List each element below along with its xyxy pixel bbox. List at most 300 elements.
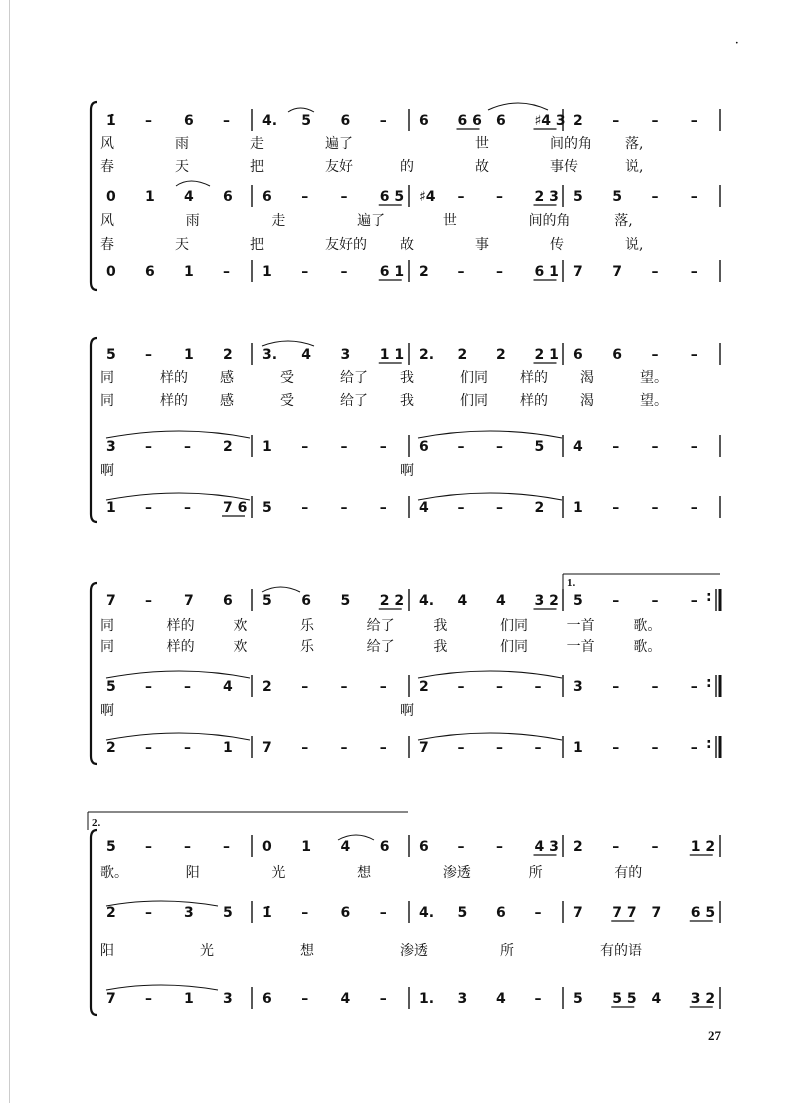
note: 1 bbox=[301, 839, 311, 855]
lyric: 乐 bbox=[300, 639, 314, 655]
note: – bbox=[534, 679, 542, 695]
note: – bbox=[184, 500, 191, 516]
lyric: 我 bbox=[433, 618, 448, 634]
slur bbox=[418, 671, 562, 678]
note: 1 bbox=[573, 740, 583, 756]
note: 5 bbox=[106, 347, 116, 363]
note: 0 bbox=[262, 839, 272, 855]
note: 1 bbox=[184, 347, 194, 363]
note: – bbox=[496, 439, 503, 455]
note: – bbox=[612, 593, 620, 609]
lyric: 给了 bbox=[340, 370, 368, 386]
slur bbox=[106, 671, 250, 678]
note: 6 bbox=[340, 113, 351, 129]
note: 5 bbox=[223, 905, 233, 921]
lyric: 渗透 bbox=[400, 943, 428, 959]
slur bbox=[418, 733, 562, 740]
note: 4 bbox=[496, 593, 506, 609]
note: – bbox=[145, 500, 152, 516]
slur bbox=[262, 587, 300, 592]
note: 3. bbox=[262, 347, 278, 363]
lyric: 们同 bbox=[500, 639, 528, 655]
note: – bbox=[690, 264, 698, 280]
note: 6 bbox=[496, 113, 506, 129]
lyric: 风 bbox=[100, 213, 114, 229]
slur bbox=[418, 431, 562, 438]
note: 2 bbox=[106, 905, 116, 921]
lyric: 啊 bbox=[400, 463, 414, 479]
note: 7 bbox=[262, 740, 272, 756]
note: 4 bbox=[340, 839, 351, 855]
note: – bbox=[301, 991, 309, 1007]
note: 2 bbox=[419, 679, 429, 695]
lyric: 歌。 bbox=[100, 865, 128, 881]
note: 4. bbox=[419, 593, 435, 609]
note: 2 bbox=[573, 113, 583, 129]
lyric: 春 bbox=[100, 237, 114, 253]
note: 3 bbox=[223, 991, 233, 1007]
note: 4 bbox=[340, 991, 351, 1007]
note: – bbox=[651, 347, 659, 363]
lyric: 天 bbox=[175, 159, 189, 175]
lyric: 说, bbox=[625, 159, 644, 175]
slur bbox=[106, 493, 250, 500]
system-bracket bbox=[91, 583, 97, 764]
note: 5 bbox=[301, 113, 311, 129]
slur bbox=[106, 985, 218, 990]
lyric: 友好 bbox=[325, 159, 353, 175]
note: 5 bbox=[573, 991, 583, 1007]
note: 6 bbox=[612, 347, 622, 363]
note: 2. bbox=[419, 347, 435, 363]
slur bbox=[176, 181, 210, 186]
note: – bbox=[145, 593, 152, 609]
note: 3 2 bbox=[690, 991, 716, 1007]
note: – bbox=[145, 991, 152, 1007]
note: – bbox=[496, 500, 503, 516]
note: – bbox=[457, 740, 465, 756]
note: – bbox=[651, 189, 659, 205]
note: 6 bbox=[145, 264, 155, 280]
note: – bbox=[651, 264, 659, 280]
note: – bbox=[651, 113, 659, 129]
lyric: 受 bbox=[280, 370, 294, 386]
lyric: 样的 bbox=[166, 618, 195, 634]
lyric: 有的 bbox=[614, 865, 643, 881]
lyric: 事传 bbox=[550, 159, 578, 175]
lyric: 风 bbox=[100, 136, 114, 152]
note: 4 bbox=[223, 679, 233, 695]
note: – bbox=[145, 439, 152, 455]
lyric: 我 bbox=[400, 393, 414, 409]
note: – bbox=[340, 500, 348, 516]
note: 6 5 bbox=[690, 905, 716, 921]
note: – bbox=[612, 839, 620, 855]
lyric: 阳 bbox=[100, 943, 114, 959]
note: 5 bbox=[340, 593, 351, 609]
note: 7 bbox=[106, 991, 116, 1007]
note: – bbox=[301, 189, 309, 205]
lyric: 渗透 bbox=[442, 865, 471, 881]
note: – bbox=[223, 839, 230, 855]
note: 6 6 bbox=[457, 113, 482, 129]
note: 6 bbox=[573, 347, 583, 363]
note: 4 3 bbox=[534, 839, 559, 855]
note: 6 bbox=[223, 189, 233, 205]
note: ♯4 bbox=[419, 189, 436, 205]
lyric: 一首 bbox=[566, 639, 595, 655]
note: – bbox=[223, 113, 230, 129]
note: – bbox=[612, 740, 620, 756]
system-bracket bbox=[91, 830, 97, 1015]
note: 6 1 bbox=[379, 264, 405, 280]
note: 1 bbox=[184, 991, 194, 1007]
lyric: 们同 bbox=[500, 618, 528, 634]
note: 6 bbox=[419, 839, 429, 855]
note: 6 1 bbox=[534, 264, 559, 280]
lyric: 给了 bbox=[366, 639, 395, 655]
note: 5 bbox=[262, 500, 272, 516]
note: – bbox=[379, 500, 387, 516]
note: 6 bbox=[262, 991, 272, 1007]
lyric: 同 bbox=[100, 618, 114, 634]
lyric: 我 bbox=[433, 639, 448, 655]
note: 2 1 bbox=[534, 347, 559, 363]
note: 7 bbox=[651, 905, 662, 921]
lyric: 们同 bbox=[460, 370, 488, 386]
lyric: 同 bbox=[100, 370, 114, 386]
note: – bbox=[534, 991, 542, 1007]
lyric: 落, bbox=[625, 136, 644, 152]
note: – bbox=[496, 679, 503, 695]
note: 5 5 bbox=[612, 991, 637, 1007]
slur bbox=[288, 108, 314, 112]
lyric: 感 bbox=[220, 370, 234, 386]
note: 6 bbox=[379, 839, 390, 855]
lyric: 有的语 bbox=[600, 943, 642, 959]
note: 7 bbox=[573, 264, 583, 280]
note: 7 bbox=[612, 264, 622, 280]
note: 4 bbox=[573, 439, 583, 455]
lyric: 渴 bbox=[580, 393, 594, 409]
page-number: 27 bbox=[708, 1028, 721, 1043]
note: – bbox=[184, 839, 191, 855]
note: – bbox=[301, 679, 309, 695]
note: – bbox=[612, 500, 620, 516]
note: – bbox=[534, 740, 542, 756]
note: 2 bbox=[496, 347, 506, 363]
note: – bbox=[651, 740, 659, 756]
note: 4. bbox=[419, 905, 435, 921]
note: 6 bbox=[419, 113, 429, 129]
note: 1. bbox=[419, 991, 435, 1007]
lyric: 所 bbox=[500, 943, 514, 959]
note: 4 bbox=[496, 991, 506, 1007]
note: 0 bbox=[106, 189, 116, 205]
note: – bbox=[612, 113, 620, 129]
note: – bbox=[379, 679, 387, 695]
lyric: 给了 bbox=[340, 393, 368, 409]
note: – bbox=[340, 740, 348, 756]
note: 5 bbox=[573, 593, 583, 609]
note: 7 6 bbox=[223, 500, 248, 516]
lyric: 想 bbox=[300, 943, 314, 959]
lyric: 样的 bbox=[520, 393, 548, 409]
note: 1 bbox=[223, 740, 233, 756]
note: 7 bbox=[106, 593, 116, 609]
lyric: 们同 bbox=[460, 393, 488, 409]
note: – bbox=[612, 679, 620, 695]
note: – bbox=[651, 593, 659, 609]
note: – bbox=[496, 189, 503, 205]
note: 6 bbox=[340, 905, 351, 921]
note: 3 bbox=[184, 905, 194, 921]
lyric: 想 bbox=[357, 865, 372, 881]
note: 3 2 bbox=[534, 593, 559, 609]
lyric: 世 bbox=[475, 136, 489, 152]
lyric: 事 bbox=[475, 237, 489, 253]
note: ♯4 3 bbox=[534, 113, 566, 129]
note: – bbox=[457, 264, 465, 280]
lyric: 间的角 bbox=[528, 213, 571, 229]
lyric: 走 bbox=[271, 213, 286, 229]
note: 5 bbox=[457, 905, 468, 921]
lyric: 说, bbox=[625, 237, 644, 253]
lyric: 同 bbox=[100, 393, 114, 409]
note: – bbox=[457, 500, 465, 516]
note: 4 bbox=[419, 500, 429, 516]
note: – bbox=[340, 679, 348, 695]
note: 7 bbox=[184, 593, 194, 609]
note: 7 7 bbox=[612, 905, 637, 921]
note: – bbox=[651, 839, 659, 855]
note: – bbox=[145, 740, 152, 756]
lyric: 故 bbox=[400, 237, 414, 253]
lyric: 望。 bbox=[640, 393, 668, 409]
volta-second-label: 2. bbox=[92, 817, 101, 829]
lyric: 同 bbox=[100, 639, 114, 655]
note: – bbox=[184, 679, 191, 695]
note: – bbox=[651, 439, 659, 455]
note: 1 1 bbox=[379, 347, 405, 363]
slur bbox=[262, 341, 314, 346]
note: – bbox=[379, 991, 387, 1007]
repeat-dots: : bbox=[706, 736, 712, 752]
slur bbox=[106, 431, 250, 438]
note: – bbox=[379, 905, 387, 921]
lyric: 把 bbox=[250, 237, 264, 253]
system-bracket bbox=[91, 102, 97, 290]
lyric: 望。 bbox=[640, 370, 668, 386]
lyric: 一首 bbox=[566, 618, 595, 634]
note: – bbox=[184, 740, 191, 756]
note: – bbox=[690, 347, 698, 363]
note: 2 bbox=[534, 500, 545, 516]
note: – bbox=[379, 113, 387, 129]
note: – bbox=[651, 500, 659, 516]
note: 1 bbox=[145, 189, 155, 205]
lyric: 给了 bbox=[366, 618, 395, 634]
lyric: 感 bbox=[220, 393, 234, 409]
note: 1 bbox=[262, 264, 272, 280]
lyric: 阳 bbox=[185, 865, 200, 881]
note: 1 bbox=[106, 500, 116, 516]
lyric: 歌。 bbox=[633, 618, 662, 634]
note: 2 bbox=[419, 264, 429, 280]
note: 7 bbox=[573, 905, 583, 921]
note: – bbox=[457, 189, 465, 205]
note: 1 bbox=[184, 264, 194, 280]
note: – bbox=[223, 264, 230, 280]
note: 3 bbox=[457, 991, 468, 1007]
note: 1 2 bbox=[690, 839, 716, 855]
note: 6 bbox=[419, 439, 429, 455]
note: – bbox=[340, 189, 348, 205]
note: 0 bbox=[106, 264, 116, 280]
note: 2 2 bbox=[379, 593, 405, 609]
lyric: 遍了 bbox=[357, 213, 386, 229]
corner-mark: • bbox=[735, 40, 739, 47]
lyric: 啊 bbox=[100, 703, 114, 719]
lyric: 受 bbox=[280, 393, 294, 409]
note: 4 bbox=[457, 593, 468, 609]
note: 5 bbox=[534, 439, 545, 455]
note: 6 bbox=[223, 593, 233, 609]
lyric: 所 bbox=[528, 865, 543, 881]
note: – bbox=[145, 347, 152, 363]
note: 6 bbox=[184, 113, 194, 129]
lyric: 样的 bbox=[160, 370, 188, 386]
note: 1̇ bbox=[262, 905, 272, 921]
note: – bbox=[651, 679, 659, 695]
lyric: 歌。 bbox=[633, 639, 662, 655]
note: – bbox=[612, 439, 620, 455]
lyric: 样的 bbox=[160, 393, 188, 409]
note: – bbox=[690, 189, 698, 205]
lyric: 啊 bbox=[400, 703, 414, 719]
note: – bbox=[496, 740, 503, 756]
slur bbox=[488, 103, 548, 110]
lyric: 样的 bbox=[166, 639, 195, 655]
slur bbox=[418, 493, 562, 500]
note: – bbox=[534, 905, 542, 921]
lyric: 的 bbox=[400, 159, 414, 175]
lyric: 遍了 bbox=[325, 136, 353, 152]
system-bracket bbox=[91, 338, 97, 522]
lyric: 欢 bbox=[233, 639, 248, 655]
note: 2 bbox=[223, 439, 233, 455]
note: 5 bbox=[106, 679, 116, 695]
note: – bbox=[340, 264, 348, 280]
note: – bbox=[690, 740, 698, 756]
note: 1̇ bbox=[106, 113, 116, 129]
note: 3 bbox=[106, 439, 116, 455]
lyric: 啊 bbox=[100, 463, 114, 479]
note: – bbox=[301, 439, 309, 455]
note: 6 bbox=[496, 905, 506, 921]
note: 6 bbox=[262, 189, 272, 205]
note: 5 bbox=[573, 189, 583, 205]
note: – bbox=[301, 905, 309, 921]
note: – bbox=[145, 113, 152, 129]
note: 2 bbox=[457, 347, 468, 363]
note: 5 bbox=[262, 593, 272, 609]
note: 2 bbox=[573, 839, 583, 855]
note: 5 bbox=[612, 189, 622, 205]
note: – bbox=[457, 839, 465, 855]
repeat-dots: : bbox=[706, 589, 712, 605]
lyric: 欢 bbox=[233, 618, 248, 634]
lyric: 样的 bbox=[520, 370, 548, 386]
lyric: 故 bbox=[475, 159, 489, 175]
note: 6 bbox=[301, 593, 311, 609]
note: – bbox=[690, 113, 698, 129]
note: – bbox=[340, 439, 348, 455]
lyric: 天 bbox=[175, 237, 189, 253]
note: 6 5 bbox=[379, 189, 405, 205]
note: 4 bbox=[184, 189, 194, 205]
note: – bbox=[301, 500, 309, 516]
lyric: 传 bbox=[550, 237, 564, 253]
note: – bbox=[690, 439, 698, 455]
note: 7 bbox=[419, 740, 429, 756]
note: 4 bbox=[301, 347, 311, 363]
note: 1 bbox=[262, 439, 272, 455]
note: – bbox=[145, 905, 152, 921]
lyric: 乐 bbox=[300, 618, 314, 634]
note: – bbox=[690, 500, 698, 516]
note: – bbox=[496, 839, 503, 855]
lyric: 我 bbox=[400, 370, 414, 386]
note: – bbox=[379, 740, 387, 756]
note: 4 bbox=[651, 991, 662, 1007]
note: 2 bbox=[262, 679, 272, 695]
note: 2 bbox=[223, 347, 233, 363]
note: – bbox=[457, 439, 465, 455]
lyric: 走 bbox=[250, 136, 264, 152]
lyric: 渴 bbox=[580, 370, 594, 386]
note: 3 bbox=[573, 679, 583, 695]
volta-first-label: 1. bbox=[567, 577, 576, 589]
note: – bbox=[145, 679, 152, 695]
lyric: 把 bbox=[250, 159, 264, 175]
lyric: 光 bbox=[200, 943, 214, 959]
note: 1 bbox=[573, 500, 583, 516]
note: 4. bbox=[262, 113, 278, 129]
slur bbox=[106, 901, 218, 906]
note: – bbox=[301, 740, 309, 756]
note: 2 bbox=[106, 740, 116, 756]
note: – bbox=[457, 679, 465, 695]
note: – bbox=[690, 679, 698, 695]
note: 2 3 bbox=[534, 189, 559, 205]
note: – bbox=[690, 593, 698, 609]
repeat-dots: : bbox=[706, 675, 712, 691]
note: 3 bbox=[340, 347, 351, 363]
note: 5 bbox=[106, 839, 116, 855]
note: – bbox=[301, 264, 309, 280]
lyric: 雨 bbox=[175, 136, 189, 152]
note: – bbox=[184, 439, 191, 455]
lyric: 光 bbox=[271, 865, 286, 881]
lyric: 世 bbox=[442, 213, 457, 229]
note: – bbox=[496, 264, 503, 280]
lyric: 雨 bbox=[185, 213, 200, 229]
lyric: 友好的 bbox=[325, 237, 367, 253]
slur bbox=[106, 733, 250, 740]
note: – bbox=[145, 839, 152, 855]
lyric: 落, bbox=[614, 213, 633, 229]
